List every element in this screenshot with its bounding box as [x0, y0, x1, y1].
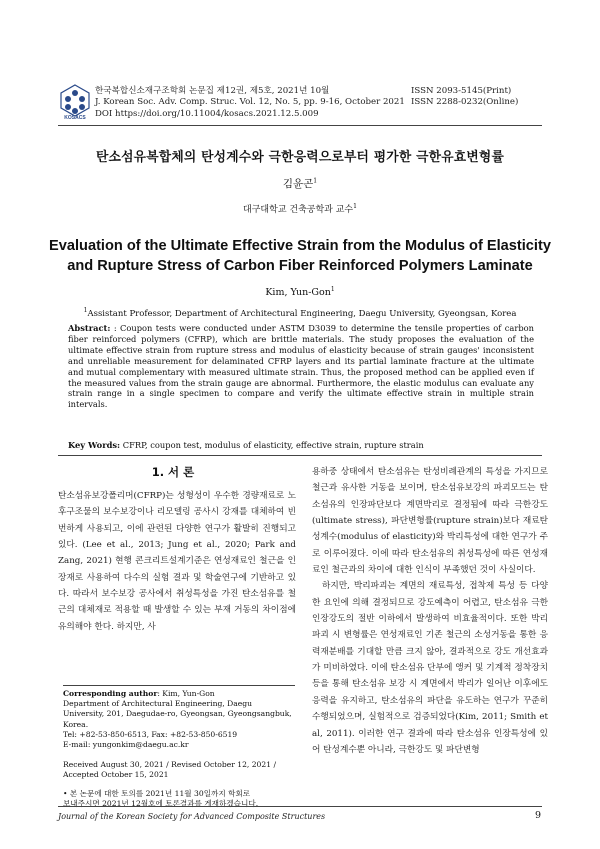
- keywords: [68, 440, 534, 451]
- corr-email[interactable]: E-mail: yungonkim@daegu.ac.kr: [63, 740, 189, 750]
- issn-print: ISSN 2093-5145(Print): [411, 86, 512, 96]
- corr-name: : Kim, Yun-Gon: [157, 689, 215, 698]
- intro-paragraph-2: 용하중 상태에서 탄소섬유는 탄성비례관계의 특성을 가지므로 철근과 유사한 거동을 보이며, 탄소섬유보강의 파괴모드는 탄소섬유의 인장파단보다 계면박리로 결정됨에 따라 극한강도(ultimate stress), 파단변형률(rupture strain)보다 재료탄성계수(modulus of elasticity)와 박리특성에 대한 연구가 주로 이루어졌다. 이에 따라 탄소섬유의 취성특성에 따른 연성재료인 철근과의 차이에 대한 인식이 부족했던 것이 사실이다.: [312, 467, 548, 576]
- issn-online: ISSN 2288-0232(Online): [411, 97, 519, 108]
- kosacs-logo: [58, 84, 92, 120]
- title-english: Evaluation of the Ultimate Effective Strain from the Modulus of Elasticity and Rupture Stress of Carbon Fiber Reinforced Polymers Laminate: [49, 238, 551, 274]
- author-english: Kim, Yun-Gon$^1$: [265, 286, 335, 299]
- title-korean: 탄소섬유복합체의 탄성계수와 극한응력으로부터 평가한 극한유효변형률: [95, 150, 505, 165]
- corr-affiliation: Department of Architectural Engineering, Daegu University, 201, Daegudae-ro, Gyeongsan, Gyeongsangbuk, Korea.: [63, 699, 292, 729]
- footer-journal: Journal of the Korean Society for Advanced Composite Structures: [58, 812, 326, 821]
- corr-divider: [63, 685, 295, 686]
- keywords-text: CFRP, coupon test, modulus of elasticity, effective strain, rupture strain: [120, 440, 424, 450]
- intro-paragraph-3: 하지만, 박리파괴는 계면의 재료특성, 접착제 특성 등 다양한 요인에 의해 결정되므로 강도예측이 어렵고, 탄소섬유 극한인장강도의 절반 이하에서 발생하여 비효율적이다. 또한 박리파괴 시 변형률은 연성재료인 기존 철근의 소성거동을 통한 응력재분배를 기대할 만큼 크지 않아, 결과적으로 강도 개선효과가 미비하였다. 이에 탄소섬유 단부에 앵커 및 기계적 정착장치 등을 통해 탄소섬유 보강 시 계면에서 박리가 일어난 이후에도 응력을 유지하고, 탄소섬유의 파단을 유도하는 연구가 꾸준히 수행되었으며, 실험적으로 검증되었다(Kim, 2011; Smith et al, 2011). 이러한 연구 결과에 따라 탄소섬유 인장특성에 있어 탄성계수뿐 아니라, 극한강도 및 파단변형: [312, 581, 548, 755]
- issn-block: [411, 86, 518, 109]
- intro-paragraph-1: 탄소섬유보강폴리머(CFRP)는 성형성이 우수한 경량재료로 노후구조물의 보수보강이나 리모델링 공사시 강재를 대체하여 빈번하게 사용되고, 이에 관련된 다양한 연구가 활발히 진행되고 있다. (Lee et al., 2013; Jung et al., 2020; Park and Zang, 2021) 현행 콘크리트설계기준은 연성재료인 철근을 인장재로 사용하여 다수의 실험 결과 및 학술연구에 기반하고 있다. 따라서 보수보강 공사에서 취성특성을 가진 탄소섬유를 철근의 대체재로 적용할 때 발생할 수 있는 부재 거동의 차이점에 유의해야 한다. 하지만, 사: [58, 491, 296, 632]
- abstract: [68, 323, 534, 410]
- author-korean: 김윤곤$^1$: [282, 177, 318, 190]
- journal-name-kr: 한국복합신소재구조학회 논문집 제12권, 제5호, 2021년 10월: [95, 86, 330, 96]
- corr-label: Corresponding author: [63, 689, 158, 698]
- header-divider: [58, 125, 542, 126]
- keywords-label: Key Words:: [68, 440, 121, 450]
- svg-text:KOSACS: KOSACS: [64, 115, 86, 120]
- abstract-label: Abstract:: [68, 323, 111, 333]
- footer-divider: [58, 806, 542, 807]
- page-number: 9: [535, 810, 542, 821]
- discussion-note-2: 보내주시면 2021년 12월호에 토론결과를 게재하겠습니다.: [63, 798, 259, 808]
- abstract-text: : Coupon tests were conducted under ASTM D3039 to determine the tensile properties of carbon fiber reinforced polymers (CFRP), which are brittle materials. The study proposes the evaluation of the ultimate effective strain from rupture stress and modulus of elasticity because of strain gauges' inconsistent and unreliable measurement for delaminated CFRP layers and its partial laminate fracture at the ultimate and mutual complementary with measured ultimate strain. Thus, the proposed method can be applied even if the measured values from the strain gauge are abnormal. Furthermore, the elastic modulus can evaluate any strain range in a single specimen to compare and verify the ultimate effective strain in multiple strain intervals.: [68, 323, 534, 410]
- accepted-date: Accepted October 15, 2021: [63, 770, 169, 780]
- journal-header: [95, 86, 405, 120]
- received-dates: Received August 30, 2021 / Revised October 12, 2021 /: [63, 760, 277, 770]
- abstract-divider: [58, 455, 542, 456]
- corr-tel: Tel: +82-53-850-6513, Fax: +82-53-850-6519: [63, 729, 238, 739]
- affiliation-korean: 대구대학교 건축공학과 교수$^1$: [243, 203, 357, 215]
- journal-name-en: J. Korean Soc. Adv. Comp. Struc. Vol. 12, No. 5, pp. 9-16, October 2021: [95, 97, 405, 108]
- discussion-note-1: • 본 논문에 대한 토의를 2021년 11월 30일까지 학회로: [63, 788, 251, 798]
- doi-link[interactable]: DOI https://doi.org/10.11004/kosacs.2021.12.5.009: [95, 108, 319, 119]
- section-heading-intro: 1. 서 론: [151, 465, 195, 479]
- corresponding-author-block: [63, 689, 295, 809]
- body-left-column: [58, 488, 296, 635]
- affiliation-english: $^1$Assistant Professor, Department of Architectural Engineering, Daegu University, Gyeongsan, Korea: [83, 307, 517, 319]
- body-right-column: [312, 464, 548, 758]
